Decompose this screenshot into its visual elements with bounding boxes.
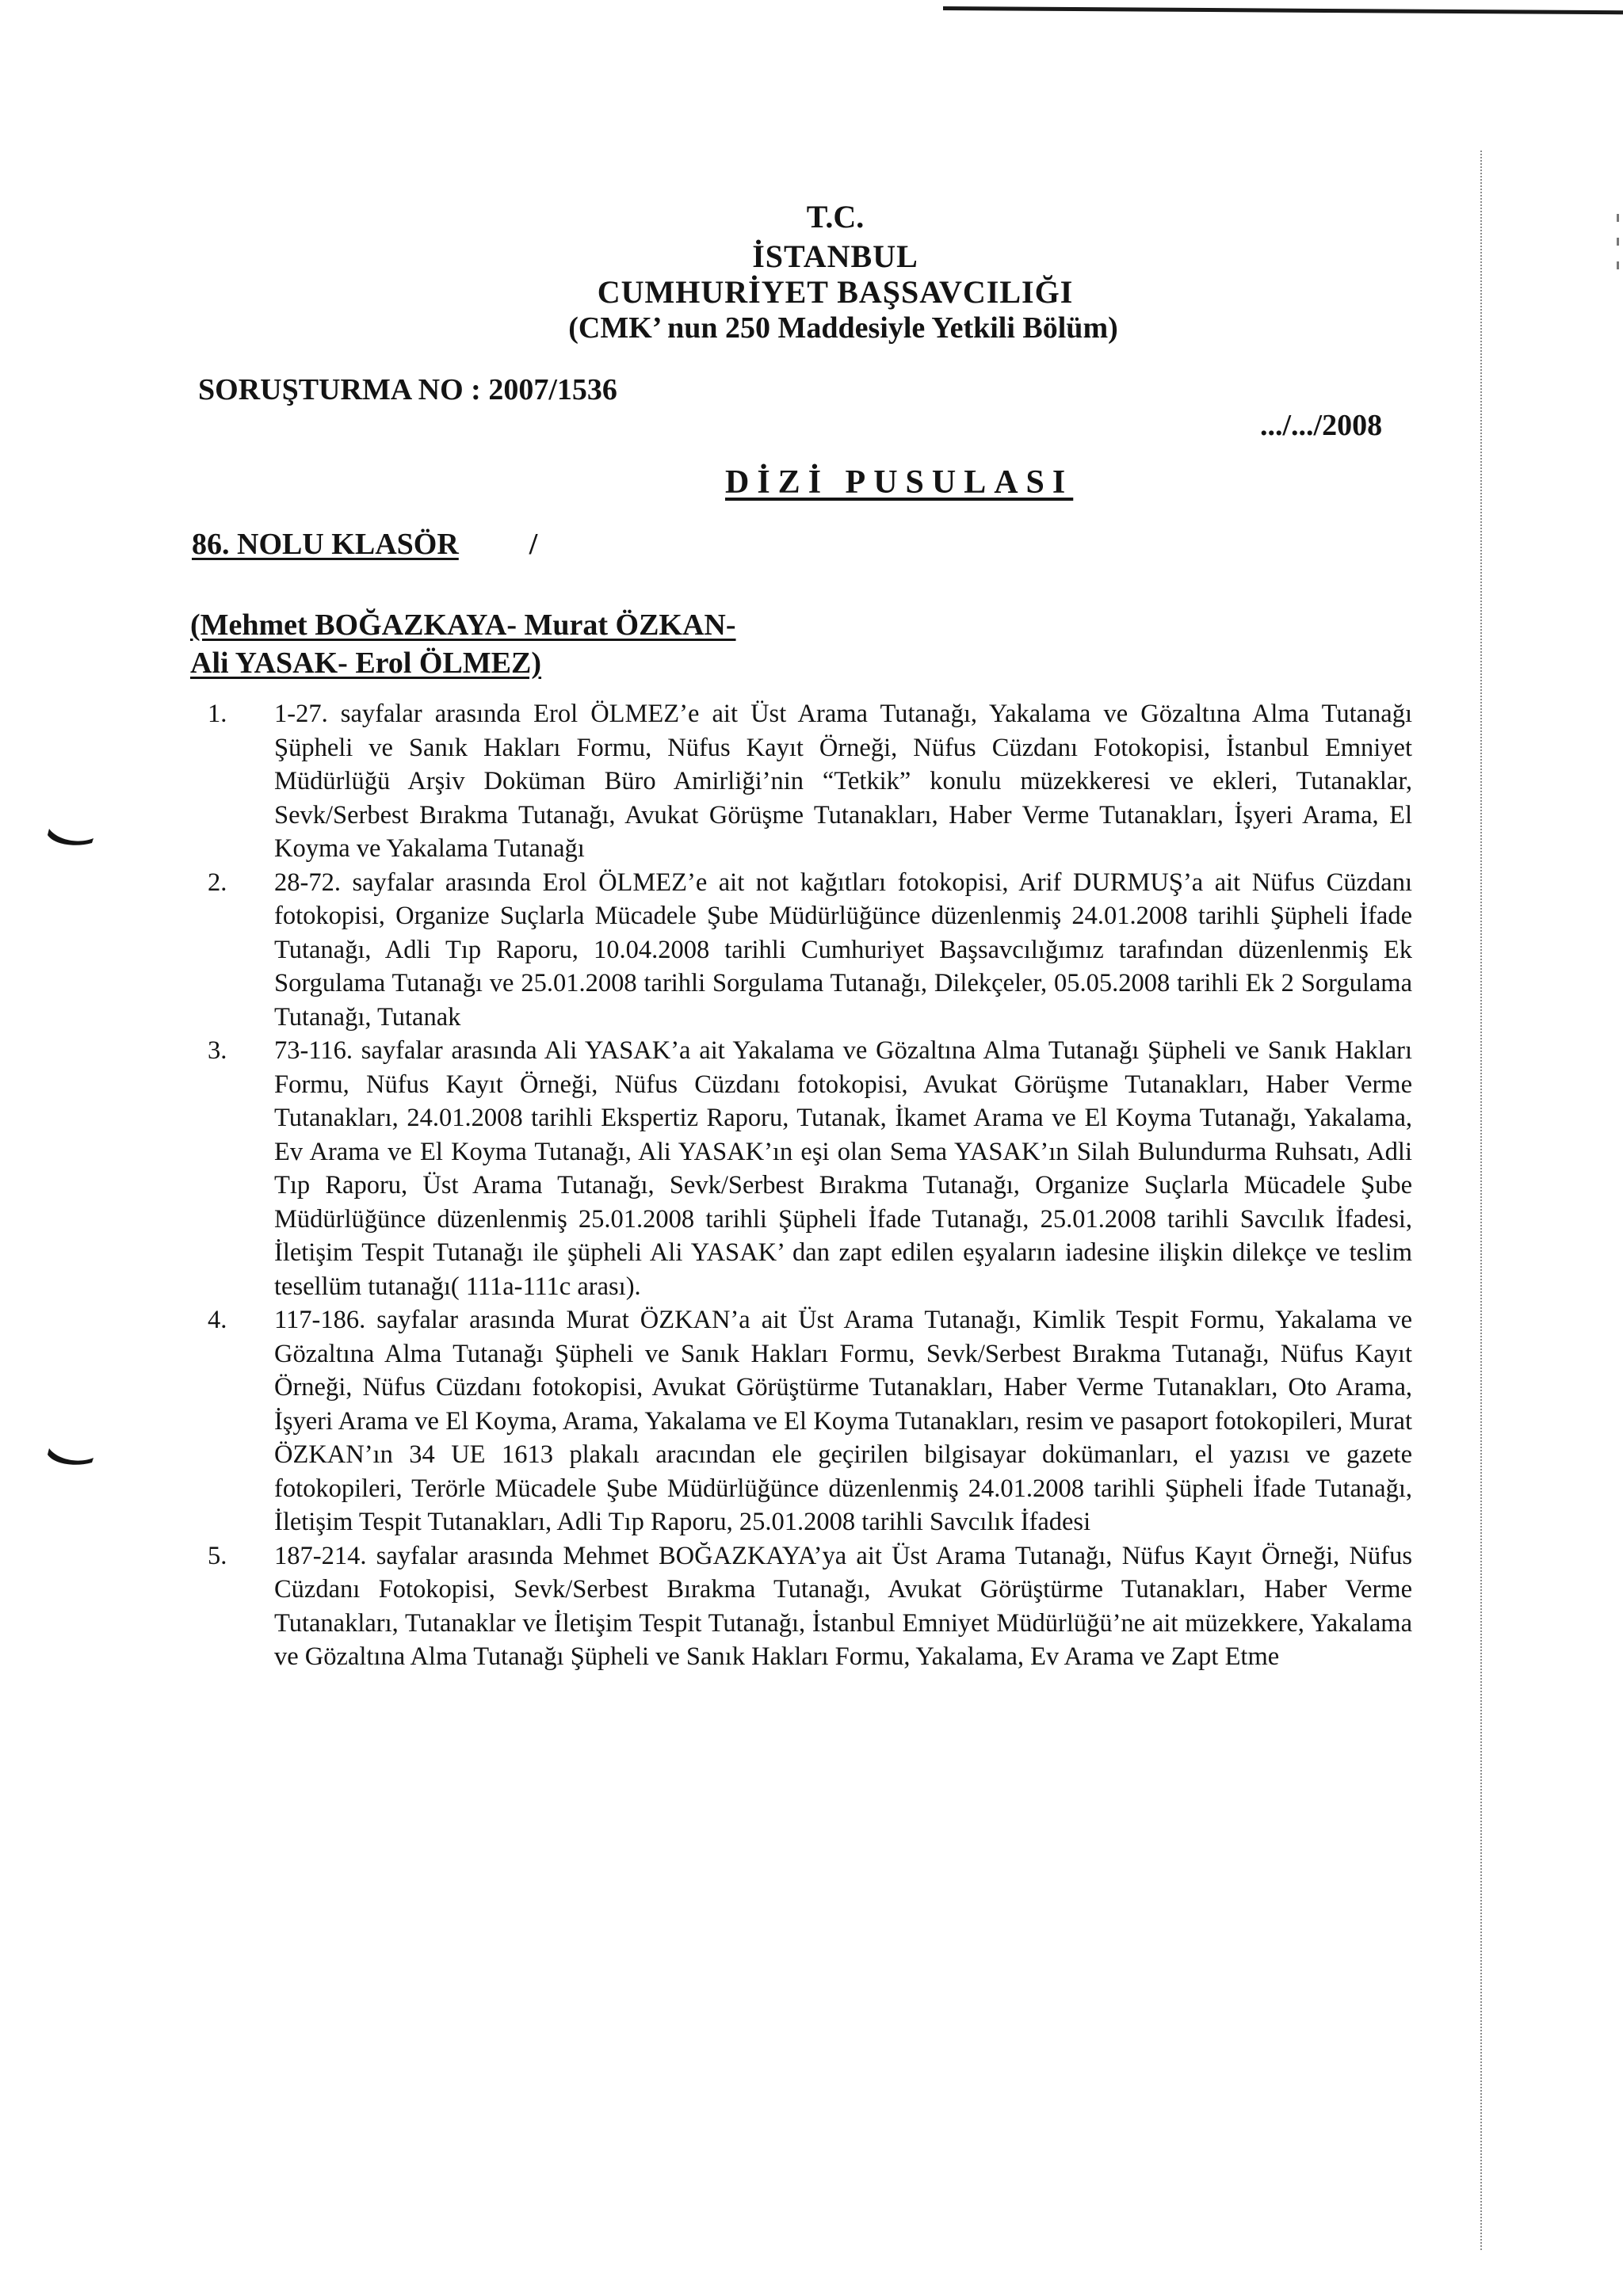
suspect-names-line-2: Ali YASAK- Erol ÖLMEZ) <box>190 646 542 680</box>
suspect-names <box>190 606 736 682</box>
list-item-number: 3. <box>208 1036 227 1065</box>
list-item-text: 187-214. sayfalar arasında Mehmet BOĞAZKAYA’ya ait Üst Arama Tutanağı, Nüfus Kayıt Örneği, Nüfus Cüzdanı Fotokopisi, Sevk/Serbest Bırakma Tutanağı, Avukat Görüştürme Tutanakları, Haber Verme Tutanakları, Tutanaklar ve İletişim Tespit Tutanağı, İstanbul Emniyet Müdürlüğü’ne ait müzekkere, Yakalama ve Gözaltına Alma Tutanağı Şüpheli ve Sanık Hakları Formu, Yakalama, Ev Arama ve Zapt Etme <box>274 1541 1412 1671</box>
list-item-text: 1-27. sayfalar arasında Erol ÖLMEZ’e ait Üst Arama Tutanağı, Yakalama ve Gözaltına Alma Tutanağı Şüpheli ve Sanık Hakları Formu, Nüfus Kayıt Örneği, Nüfus Cüzdanı Fotokopisi, İstanbul Emniyet Müdürlüğü Arşiv Doküman Büro Amirliği’nin “Tetkik” konulu müzekkeresi ve ekleri, Tutanaklar, Sevk/Serbest Bırakma Tutanağı, Avukat Görüşme Tutanakları, Haber Verme Tutanakları, İşyeri Arama, El Koyma ve Yakalama Tutanağı <box>274 700 1412 863</box>
suspect-names-line-1: (Mehmet BOĞAZKAYA- Murat ÖZKAN- <box>190 608 736 642</box>
list-item-number: 1. <box>208 700 227 728</box>
investigation-label: SORUŞTURMA NO : <box>198 373 481 406</box>
document-date: .../.../2008 <box>1260 409 1383 442</box>
list-item-number: 5. <box>208 1541 227 1570</box>
list-item-text: 28-72. sayfalar arasında Erol ÖLMEZ’e ait not kağıtları fotokopisi, Arif DURMUŞ’a ait Nüfus Cüzdanı fotokopisi, Organize Suçlarla Mücadele Şube Müdürlüğünce düzenlenmiş 24.01.2008 tarihli Şüpheli İfade Tutanağı, Adli Tıp Raporu, 10.04.2008 tarihli Cumhuriyet Başsavcılığımız tarafından düzenlenmiş Ek Sorgulama Tutanağı ve 25.01.2008 tarihli Sorgulama Tutanağı, Dilekçeler, 05.05.2008 tarihli Ek 2 Sorgulama Tutanağı, Tutanak <box>274 868 1412 1032</box>
binder-number: 86. NOLU KLASÖR <box>192 528 459 561</box>
list-item-text: 73-116. sayfalar arasında Ali YASAK’a ait Yakalama ve Gözaltına Alma Tutanağı Şüpheli ve Sanık Hakları Formu, Nüfus Kayıt Örneği, Nüfus Cüzdanı fotokopisi, Avukat Görüşme Tutanakları, Haber Verme Tutanakları, 24.01.2008 tarihli Ekspertiz Raporu, Tutanak, İkamet Arama ve El Koyma Tutanağı, Yakalama, Ev Arama ve El Koyma Tutanağı, Ali YASAK’ın eşi olan Sema YASAK’ın Silah Bulundurma Ruhsatı, Adli Tıp Raporu, Üst Arama Tutanağı, Sevk/Serbest Bırakma Tutanağı, Organize Suçlarla Mücadele Şube Müdürlüğünce düzenlenmiş 25.01.2008 tarihli Şüpheli İfade Tutanağı, 25.01.2008 tarihli Savcılık İfadesi, İletişim Tespit Tutanağı ile şüpheli Ali YASAK’ dan zapt edilen eşyaların iadesine ilişkin dilekçe ve teslim tesellüm tutanağı( 111a-111c arası). <box>274 1036 1412 1301</box>
scan-right-dotted-line <box>1480 151 1482 2250</box>
list-item-text: 117-186. sayfalar arasında Murat ÖZKAN’a ait Üst Arama Tutanağı, Kimlik Tespit Formu, Yakalama ve Gözaltına Alma Tutanağı Şüpheli ve Sanık Hakları Formu, Sevk/Serbest Bırakma Tutanağı, Nüfus Kayıt Örneği, Nüfus Cüzdanı fotokopisi, Avukat Görüştürme Tutanakları, Haber Verme Tutanakları, Oto Arama, İşyeri Arama ve El Koyma, Arama, Yakalama ve El Koyma Tutanakları, resim ve pasaport fotokopileri, Murat ÖZKAN’ın 34 UE 1613 plakalı aracından ele geçirilen bilgisayar dokümanları, el yazısı ve gazete fotokopileri, Terörle Mücadele Şube Müdürlüğünce düzenlenmiş 24.01.2008 tarihli Şüpheli İfade Tutanağı, İletişim Tespit Tutanakları, Adli Tıp Raporu, 25.01.2008 tarihli Savcılık İfadesi <box>274 1306 1412 1536</box>
list-item <box>208 1034 1412 1303</box>
investigation-number <box>198 372 617 407</box>
investigation-value: 2007/1536 <box>488 373 617 406</box>
list-item <box>208 697 1412 866</box>
binder-suffix: / <box>529 528 538 561</box>
list-item-number: 4. <box>208 1306 227 1334</box>
list-item <box>208 1539 1412 1674</box>
list-item-number: 2. <box>208 868 227 897</box>
punch-hole-mark <box>46 1444 95 1467</box>
list-item <box>208 1303 1412 1539</box>
binder-blank <box>466 527 521 562</box>
header-city: İSTANBUL <box>752 238 918 274</box>
index-list <box>208 697 1412 1674</box>
header-department: (CMK’ nun 250 Maddesiyle Yetkili Bölüm) <box>568 311 1118 345</box>
list-item <box>208 866 1412 1035</box>
header-office: CUMHURİYET BAŞSAVCILIĞI <box>597 274 1074 310</box>
scan-top-edge-line <box>943 6 1623 14</box>
binder-label <box>192 527 537 562</box>
document-title: DİZİ PUSULASI <box>725 464 1074 501</box>
punch-hole-mark <box>46 824 95 848</box>
header-country: T.C. <box>806 199 865 235</box>
